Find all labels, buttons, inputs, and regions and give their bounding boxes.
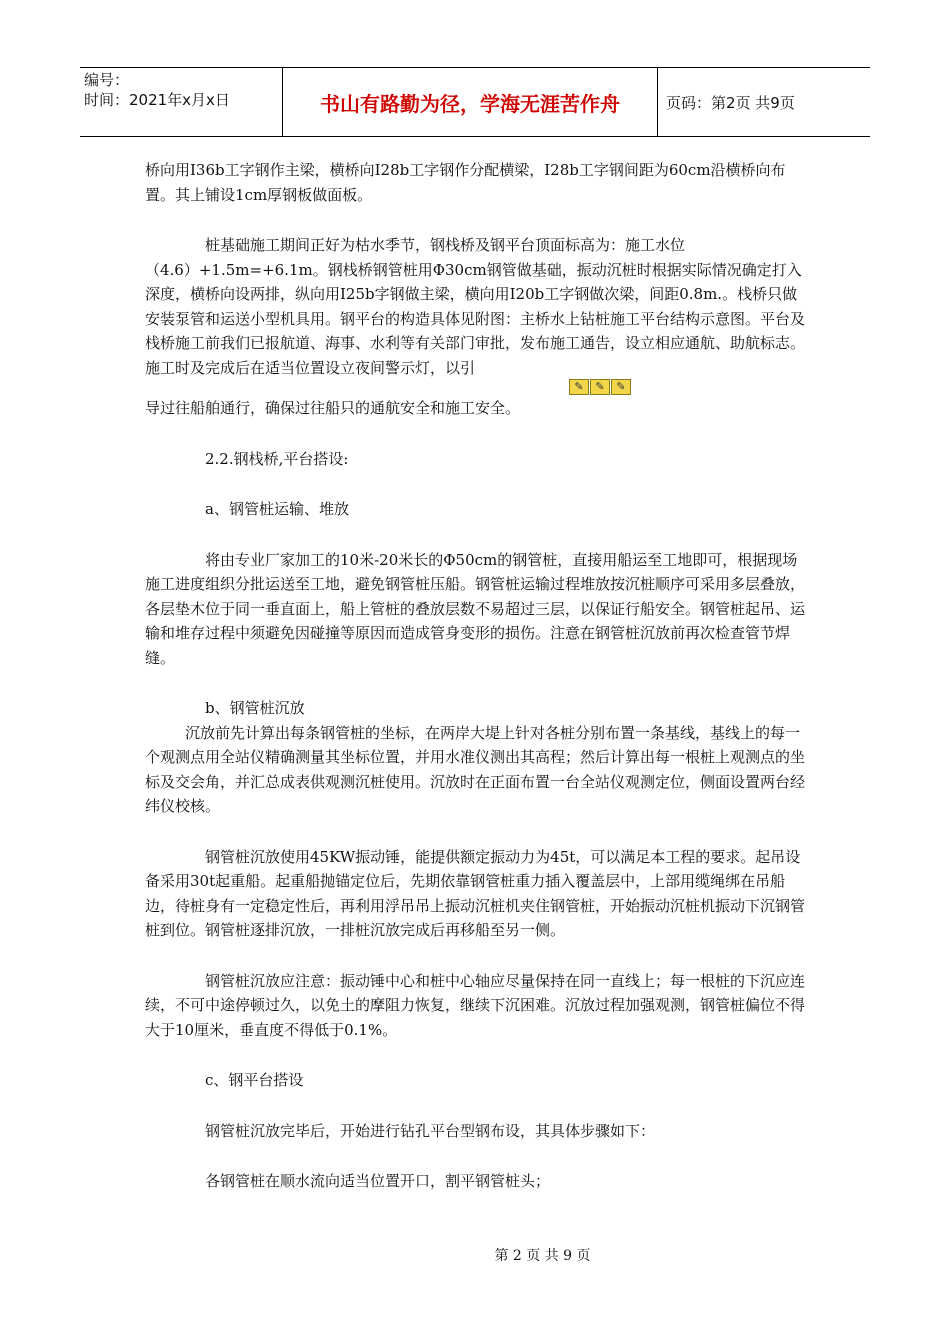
document-body [145,158,805,1194]
paragraph: 沉放前先计算出每条钢管桩的坐标，在两岸大堤上针对各桩分别布置一条基线，基线上的每一个观测点用全站仪精确测量其坐标位置，并用水准仪测出其高程；然后计算出每一根桩上观测点的坐标及交会角，并汇总成表供观测沉桩使用。沉放时在正面布置一台全站仪观测定位，侧面设置两台经纬仪校核。 [145,723,806,815]
header-page-number: 页码：第2页 共9页 [666,93,795,112]
page-header [80,67,870,137]
tool-icon: ✎ [590,379,610,395]
document-number: 编号： [84,71,130,89]
paragraph: 钢管桩沉放应注意：振动锤中心和桩中心轴应尽量保持在同一直线上；每一根桩的下沉应连续，不可中途停顿过久，以免土的摩阻力恢复，继续下沉困难。沉放过程加强观测，钢管桩偏位不得大于10厘米，垂直度不得低于0.1%。 [145,971,806,1039]
inline-icon-group [145,378,805,396]
tool-icon: ✎ [569,379,589,395]
paragraph: 导过往船舶通行，确保过往船只的通航安全和施工安全。 [145,399,521,417]
subsection-heading: a、钢管桩运输、堆放 [205,500,349,518]
document-date: 时间：2021年x月x日 [84,91,230,109]
page-footer: 第 2 页 共 9 页 [494,1248,591,1264]
subsection-heading: b、钢管桩沉放 [205,699,305,717]
header-motto: 书山有路勤为径，学海无涯苦作舟 [282,68,658,136]
paragraph: 各钢管桩在顺水流向适当位置开口，割平钢管桩头； [205,1172,551,1190]
paragraph: 桩基础施工期间正好为枯水季节，钢栈桥及钢平台顶面标高为：施工水位（4.6）+1.5m=+6.1m。钢栈桥钢管桩用Φ30cm钢管做基础，振动沉桩时根据实际情况确定打入深度，横桥向设两排，纵向用I25b字钢做主梁，横向用I20b工字钢做次梁，间距0.8m.。栈桥只做安装泵管和运送小型机具用。钢平台的构造具体见附图：主桥水上钻桩施工平台结构示意图。平台及栈桥施工前我们已报航道、海事、水利等有关部门审批，发布施工通告，设立相应通航、助航标志。施工时及完成后在适当位置设立夜间警示灯，以引 [145,236,806,377]
header-info [80,68,282,136]
paragraph: 桥向用I36b工字钢作主梁，横桥向I28b工字钢作分配横梁，I28b工字钢间距为60cm沿横桥向布置。其上铺设1cm厚钢板做面板。 [145,161,786,204]
subsection-heading: c、钢平台搭设 [205,1071,304,1089]
paragraph: 钢管桩沉放使用45KW振动锤，能提供额定振动力为45t，可以满足本工程的要求。起吊设备采用30t起重船。起重船抛锚定位后，先期依靠钢管桩重力插入覆盖层中，上部用缆绳绑在吊船边，待桩身有一定稳定性后，再利用浮吊吊上振动沉桩机夹住钢管桩，开始振动沉桩机振动下沉钢管桩到位。钢管桩逐排沉放，一排桩沉放完成后再移船至另一侧。 [145,847,806,939]
paragraph: 将由专业厂家加工的10米-20米长的Φ50cm的钢管桩，直接用船运至工地即可，根据现场施工进度组织分批运送至工地，避免钢管桩压船。钢管桩运输过程堆放按沉桩顺序可采用多层叠放，各层垫木位于同一垂直面上，船上管桩的叠放层数不易超过三层，以保证行船安全。钢管桩起吊、运输和堆存过程中须避免因碰撞等原因而造成管身变形的损伤。注意在钢管桩沉放前再次检查管节焊缝。 [145,550,806,667]
paragraph: 钢管桩沉放完毕后，开始进行钻孔平台型钢布设，其具体步骤如下： [205,1121,656,1140]
tool-icon: ✎ [611,379,631,395]
section-heading: 2.2.钢栈桥,平台搭设: [205,449,349,468]
